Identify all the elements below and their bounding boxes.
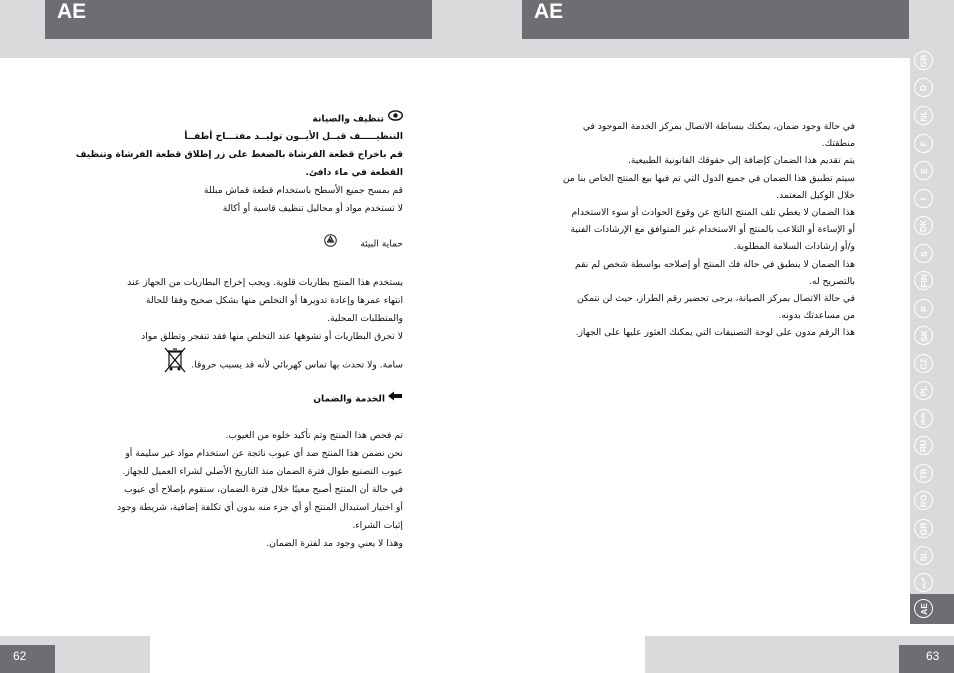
warranty-line: أو الإساءة أو التلاعب بالمنتج أو الاستخدام غير المتوافق مع الإرشادات الفنية bbox=[570, 224, 855, 236]
language-tab-gb[interactable]: GB bbox=[914, 51, 933, 70]
warranty-line: و/أو إرشادات السلامة المطلوبة. bbox=[733, 241, 855, 253]
language-tab-s[interactable]: S bbox=[914, 244, 933, 263]
right-column bbox=[562, 118, 855, 341]
language-tab-gr[interactable]: GR bbox=[914, 519, 933, 538]
warranty-line: في حالة وجود ضمان، يمكنك ببساطة الاتصال بمركز الخدمة الموجود في bbox=[582, 121, 855, 132]
language-tab-tr[interactable]: TR bbox=[914, 464, 933, 483]
warranty-line: سيتم تطبيق هذا الضمان في جميع الدول التي تم فيها بيع المنتج الخاص بنا من bbox=[562, 172, 855, 184]
environment-title: حماية البيئة bbox=[360, 238, 403, 250]
warranty-line: في حالة الاتصال بمركز الصيانة، يرجى تحضير رقم الطراز، حيث لن نتمكن bbox=[577, 292, 855, 304]
language-tab-nl[interactable]: NL bbox=[914, 106, 933, 125]
service-line: في حالة أن المنتج أصبح معيبًا خلال فترة الضمان، سنقوم بإصلاح أي عيوب bbox=[123, 484, 403, 495]
service-line: أو اختيار استبدال المنتج أو أي جزء منه بدون أي تكلفة إضافية، شريطة وجود bbox=[117, 502, 403, 513]
language-tab-ru[interactable]: RU bbox=[914, 436, 933, 455]
language-tab-sl[interactable]: SL bbox=[914, 546, 933, 565]
service-title: الخدمة والضمان bbox=[313, 393, 385, 405]
warranty-line: خلال الوكيل المعتمد. bbox=[776, 189, 855, 201]
page-number-left: 62 bbox=[0, 645, 55, 673]
service-line: تم فحص هذا المنتج وتم تأكيد خلوه من العيوب. bbox=[225, 430, 403, 441]
arrow-left-icon bbox=[387, 390, 403, 408]
language-tab-fin[interactable]: FIN bbox=[914, 271, 933, 290]
header-right-code: AE bbox=[522, 0, 909, 39]
language-sidebar bbox=[910, 49, 954, 609]
warranty-line: بالتصريح له. bbox=[808, 275, 855, 287]
warranty-line: هذا الضمان لا ينطبق في حالة فك المنتج أو إصلاحه بواسطة شخص لم نقم bbox=[575, 258, 855, 270]
warranty-line: يتم تقديم هذا الضمان كإضافة إلى حقوقك القانونية الطبيعية. bbox=[627, 155, 855, 167]
language-tab-ro[interactable]: RO bbox=[914, 491, 933, 510]
environment-line: يستخدم هذا المنتج بطاريات قلوية. ويجب إخراج البطاريات من الجهاز عند bbox=[127, 277, 403, 288]
warranty-line: هذا الضمان لا يغطي تلف المنتج الناتج عن وقوع الحوادث أو سوء الاستخدام bbox=[571, 206, 855, 218]
crossed-bin-icon bbox=[162, 346, 188, 384]
language-tab-d[interactable]: D bbox=[914, 78, 933, 97]
cleaning-line: قم باخراج قطعة الفرشاة بالضغط على زر إطلاق قطعة الفرشاة وتنظيف bbox=[75, 149, 403, 160]
eye-icon bbox=[388, 110, 403, 128]
environment-line: لا تحرق البطاريات أو تشوهها عند التخلص منها فقد تنفجر وتطلق مواد bbox=[141, 331, 403, 342]
language-tab-ae[interactable]: AE bbox=[914, 599, 933, 618]
service-line: وهذا لا يعني وجود مد لفترة الضمان. bbox=[266, 538, 403, 549]
language-tab-dk[interactable]: DK bbox=[914, 216, 933, 235]
service-line: عيوب التصنيع طوال فترة الضمان منذ التاريخ الأصلي لشراء العميل للجهاز. bbox=[122, 466, 403, 477]
left-column bbox=[75, 110, 403, 553]
warranty-line: هذا الرقم مدون على لوحة التصنيفات التي يمكنك العثور عليها على الجهاز. bbox=[575, 327, 855, 339]
cleaning-normal-line: قم بمسح جميع الأسطح باستخدام قطعة قماش مبللة bbox=[203, 185, 403, 196]
cleaning-normal-line: لا تستخدم مواد أو محاليل تنظيف قاسية أو أكالة bbox=[222, 203, 403, 214]
environment-line: انتهاء عمرها وإعادة تدويرها أو التخلص منها بشكل صحيح وفقا للحالة bbox=[145, 295, 403, 306]
language-tab-ae-active[interactable] bbox=[910, 594, 954, 624]
language-tab-f[interactable]: F bbox=[914, 134, 933, 153]
language-tab-hun[interactable]: HUN bbox=[914, 409, 933, 428]
page-number-right: 63 bbox=[899, 645, 954, 673]
header-left-code: AE bbox=[45, 0, 432, 39]
language-tab-p[interactable]: P bbox=[914, 299, 933, 318]
service-line: نحن نضمن هذا المنتج ضد أي عيوب ناتجة عن استخدام مواد غير سليمة أو bbox=[125, 448, 403, 459]
language-tab-e[interactable]: E bbox=[914, 161, 933, 180]
environment-heading bbox=[90, 234, 403, 252]
warranty-line: منطقتك. bbox=[821, 138, 855, 150]
warranty-line: من مساعدتك بدونه. bbox=[778, 310, 855, 322]
cleaning-heading bbox=[90, 110, 403, 128]
language-tab-i[interactable]: I bbox=[914, 189, 933, 208]
recycle-icon bbox=[324, 234, 337, 254]
environment-line-last bbox=[90, 346, 403, 370]
service-line: إثبات الشراء. bbox=[352, 520, 403, 531]
language-tab-sk[interactable]: SK bbox=[914, 326, 933, 345]
environment-line: سامة. ولا تحدث بها تماس كهربائي لأنه قد يسبب حروقا. bbox=[191, 359, 403, 371]
service-heading bbox=[90, 390, 403, 408]
cleaning-line: القطعة في ماء دافئ. bbox=[305, 167, 403, 178]
cleaning-title: تنظيف والصيانة bbox=[312, 113, 384, 125]
environment-line: والمتطلبات المحلية. bbox=[327, 313, 403, 324]
language-tab-arabic[interactable]: عربي bbox=[914, 573, 933, 592]
language-tab-cz[interactable]: CZ bbox=[914, 354, 933, 373]
cleaning-line: التنظيـــــف قبــل الأيــون توليــد مفتـــاح أطفــأ bbox=[184, 131, 403, 142]
language-tab-pl[interactable]: PL bbox=[914, 381, 933, 400]
